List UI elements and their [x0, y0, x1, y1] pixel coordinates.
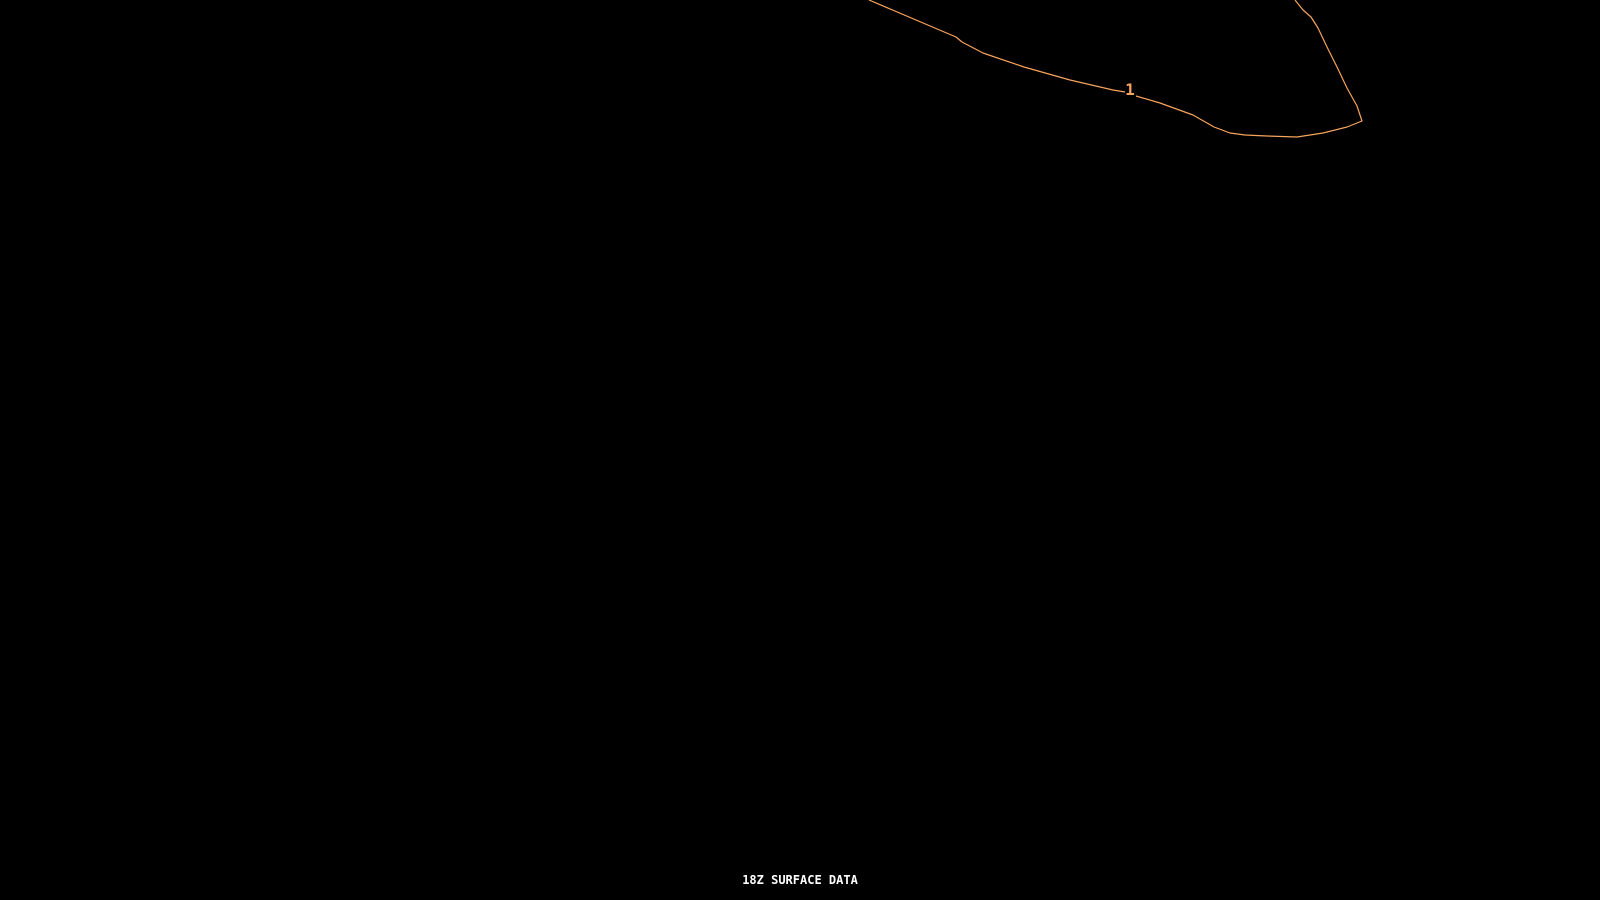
- contour-line-east-segment: [1136, 0, 1362, 137]
- contour-value-label: 1: [1125, 80, 1135, 99]
- contour-line-west-segment: [869, 0, 1125, 92]
- plot-time-caption: 18Z SURFACE DATA: [742, 873, 858, 887]
